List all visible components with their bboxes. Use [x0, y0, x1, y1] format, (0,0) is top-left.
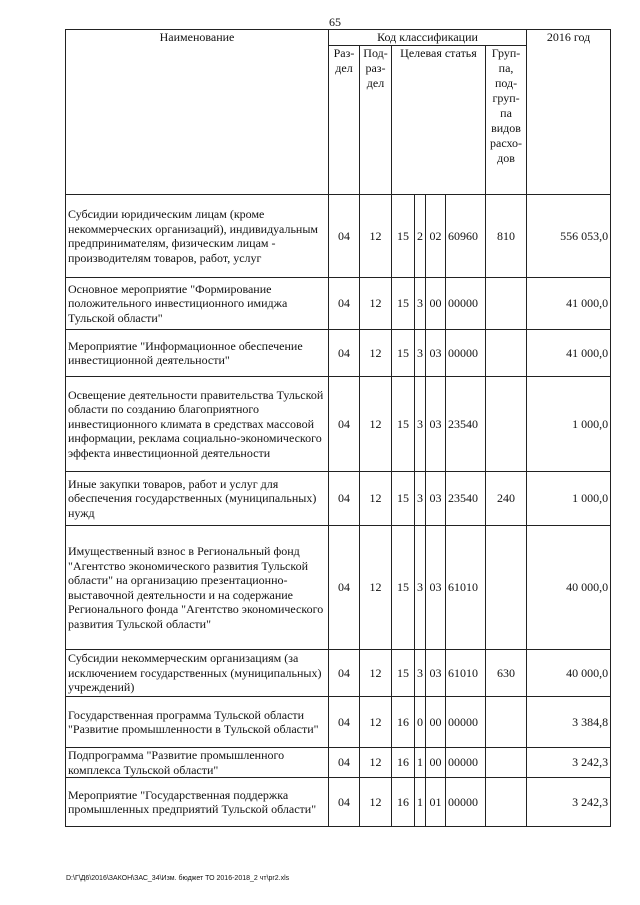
- table-row: [66, 526, 611, 650]
- row-target-subprogram: 3: [415, 278, 426, 330]
- row-target-program: 16: [392, 697, 415, 748]
- row-target-direction: 00000: [446, 748, 486, 778]
- table-row: [66, 472, 611, 526]
- row-expense-group: [486, 526, 527, 650]
- row-target-subprogram: 3: [415, 650, 426, 697]
- table-row: [66, 778, 611, 827]
- row-target-subprogram: 3: [415, 330, 426, 377]
- table-row: [66, 748, 611, 778]
- header-section: Раз- дел: [329, 46, 360, 195]
- row-target-direction: 23540: [446, 377, 486, 472]
- row-expense-group: 810: [486, 195, 527, 278]
- row-name: Иные закупки товаров, работ и услуг для обеспечения государственных (муниципальных) нужд: [66, 472, 329, 526]
- row-expense-group: [486, 278, 527, 330]
- page-number: 65: [329, 15, 341, 29]
- row-target-program: 15: [392, 650, 415, 697]
- row-amount: 40 000,0: [527, 650, 611, 697]
- row-expense-group: [486, 748, 527, 778]
- row-target-program: 15: [392, 526, 415, 650]
- row-target-program: 16: [392, 778, 415, 827]
- row-expense-group: [486, 330, 527, 377]
- row-target-subprogram: 3: [415, 472, 426, 526]
- table-row: [66, 330, 611, 377]
- row-amount: 3 242,3: [527, 778, 611, 827]
- row-name: Освещение деятельности правительства Тульской области по созданию благоприятного инвестиционного климата в средствах массовой информации, реклама социально-экономического эффекта инвестиционной деятельности: [66, 377, 329, 472]
- row-expense-group: 240: [486, 472, 527, 526]
- row-amount: 3 242,3: [527, 748, 611, 778]
- row-name: Основное мероприятие "Формирование положительного инвестиционного имиджа Тульской области": [66, 278, 329, 330]
- row-amount: 1 000,0: [527, 377, 611, 472]
- row-section: 04: [329, 278, 360, 330]
- row-amount: 556 053,0: [527, 195, 611, 278]
- row-target-program: 15: [392, 278, 415, 330]
- row-name: Подпрограмма "Развитие промышленного комплекса Тульской области": [66, 748, 329, 778]
- row-amount: 40 000,0: [527, 526, 611, 650]
- row-target-event: 03: [426, 472, 446, 526]
- row-target-program: 15: [392, 195, 415, 278]
- row-target-event: 00: [426, 697, 446, 748]
- row-target-event: 03: [426, 526, 446, 650]
- header-name: Наименование: [66, 30, 329, 195]
- row-amount: 41 000,0: [527, 330, 611, 377]
- row-target-program: 16: [392, 748, 415, 778]
- row-name: Мероприятие "Государственная поддержка промышленных предприятий Тульской области": [66, 778, 329, 827]
- row-target-event: 00: [426, 748, 446, 778]
- row-subsection: 12: [360, 377, 392, 472]
- row-target-event: 01: [426, 778, 446, 827]
- row-target-subprogram: 3: [415, 377, 426, 472]
- row-name: Мероприятие "Информационное обеспечение инвестиционной деятельности": [66, 330, 329, 377]
- row-name: Субсидии некоммерческим организациям (за исключением государственных (муниципальных) учреждений): [66, 650, 329, 697]
- row-expense-group: [486, 377, 527, 472]
- row-target-direction: 00000: [446, 778, 486, 827]
- row-subsection: 12: [360, 748, 392, 778]
- row-section: 04: [329, 778, 360, 827]
- row-target-direction: 61010: [446, 526, 486, 650]
- row-subsection: 12: [360, 526, 392, 650]
- row-name: Имущественный взнос в Региональный фонд "Агентство экономического развития Тульской области" на организацию презентационно-выставочной деятельности и на содержание Регионального фонда "Агентство экономического развития Тульской области": [66, 526, 329, 650]
- row-target-subprogram: 2: [415, 195, 426, 278]
- row-subsection: 12: [360, 650, 392, 697]
- budget-table: [65, 29, 611, 827]
- row-target-program: 15: [392, 377, 415, 472]
- row-name: Государственная программа Тульской области "Развитие промышленности в Тульской области": [66, 697, 329, 748]
- row-target-event: 03: [426, 377, 446, 472]
- row-target-program: 15: [392, 472, 415, 526]
- row-section: 04: [329, 526, 360, 650]
- row-target-event: 03: [426, 330, 446, 377]
- row-target-subprogram: 0: [415, 697, 426, 748]
- row-target-event: 00: [426, 278, 446, 330]
- row-subsection: 12: [360, 330, 392, 377]
- row-target-subprogram: 1: [415, 748, 426, 778]
- header-target: Целевая статья: [392, 46, 486, 195]
- row-target-direction: 00000: [446, 330, 486, 377]
- row-name: Субсидии юридическим лицам (кроме некоммерческих организаций), индивидуальным предпринимателям, физическим лицам - производителям товаров, работ, услуг: [66, 195, 329, 278]
- header-expense-group: Груп- па, под- груп- па видов расхо- дов: [486, 46, 527, 195]
- row-amount: 1 000,0: [527, 472, 611, 526]
- table-row: [66, 697, 611, 748]
- row-section: 04: [329, 650, 360, 697]
- row-target-direction: 23540: [446, 472, 486, 526]
- row-amount: 3 384,8: [527, 697, 611, 748]
- row-section: 04: [329, 377, 360, 472]
- header-subsection: Под- раз- дел: [360, 46, 392, 195]
- row-target-direction: 61010: [446, 650, 486, 697]
- row-subsection: 12: [360, 278, 392, 330]
- table-row: [66, 195, 611, 278]
- row-expense-group: [486, 778, 527, 827]
- row-expense-group: [486, 697, 527, 748]
- row-section: 04: [329, 330, 360, 377]
- row-target-program: 15: [392, 330, 415, 377]
- file-path-footer: D:\Г\Д6\2016\ЗАКОН\ЗАС_34\Изм. бюджет ТО 2016-2018_2 чт\pr2.xls: [66, 875, 290, 882]
- row-subsection: 12: [360, 697, 392, 748]
- row-target-subprogram: 3: [415, 526, 426, 650]
- row-section: 04: [329, 195, 360, 278]
- row-section: 04: [329, 472, 360, 526]
- row-subsection: 12: [360, 778, 392, 827]
- row-target-direction: 00000: [446, 697, 486, 748]
- row-section: 04: [329, 748, 360, 778]
- row-target-subprogram: 1: [415, 778, 426, 827]
- header-year: 2016 год: [527, 30, 611, 195]
- header-code-group: Код классификации: [329, 30, 527, 46]
- row-subsection: 12: [360, 195, 392, 278]
- table-row: [66, 377, 611, 472]
- row-target-event: 03: [426, 650, 446, 697]
- row-subsection: 12: [360, 472, 392, 526]
- row-section: 04: [329, 697, 360, 748]
- row-target-direction: 00000: [446, 278, 486, 330]
- row-expense-group: 630: [486, 650, 527, 697]
- table-row: [66, 278, 611, 330]
- row-amount: 41 000,0: [527, 278, 611, 330]
- row-target-direction: 60960: [446, 195, 486, 278]
- row-target-event: 02: [426, 195, 446, 278]
- table-row: [66, 650, 611, 697]
